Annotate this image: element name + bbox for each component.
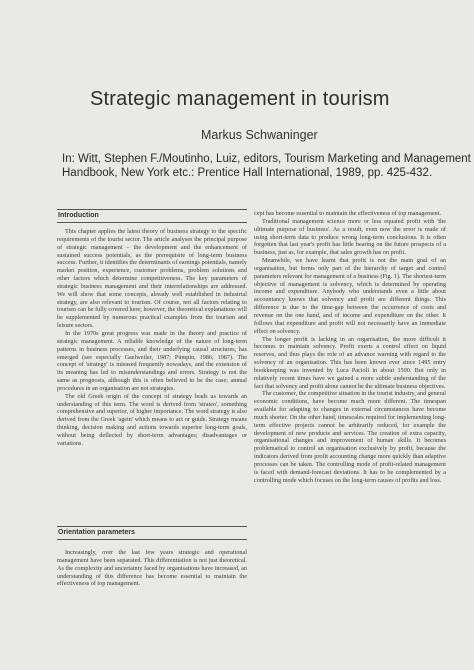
paragraph: In the 1970s great progress was made in the theory and practice of strategic management. A reliable knowledge of the nature of long-term patterns in business processes, and their underlying causal structures, has emerged (see especially Gaelweiler, 1987; Pümpin, 1986; 1987). The concept of 'strategy' is misused frequently nowadays, and the extension of its meaning has led to misunderstandings and errors. Strategy is not the same as prognosis, although this is often believed to be the case; annual procedures in an organisation are not strategies. (57, 329, 247, 392)
section-rule-top (57, 526, 247, 527)
citation-line: Handbook, New York etc.: Prentice Hall International, 1989, pp. 425-432. (62, 167, 433, 179)
section-rule-bottom (57, 222, 247, 223)
paragraph: cept has become essential to maintain the effectiveness of top management. (254, 210, 441, 217)
citation (62, 152, 471, 180)
paper-title: Strategic management in tourism (90, 88, 390, 110)
section-title-introduction: Introduction (58, 212, 99, 219)
paragraph: Meanwhile, we have learnt that profit is not the main goal of an organisation, but forms only part of the hierarchy of target and control parameters relevant for management of a business (Fig. 1). The shortest-term objective of management is solvency, which is determined by operating income and expenditure. Anybody who understands even a little about accountancy knows that solvency and profit are different things. This difference is due to the time-gap between the occurrence of costs and revenue on the one hand, and of income and expenditure on the other. It follows that expenditure and profit will not necessarily have an immediate effect on solvency. (254, 257, 446, 335)
paragraph: The old Greek origin of the concept of strategy leads us towards an understanding of this term. The word is derived from 'strateo', something comprehensive and superior, of higher importance. The word strategy is also derived from the Greek 'agein' which means to act or guide. Strategy means thinking, decision making and actions towards superior long-term goals, without being deflected by short-term advantages; disadvantages or variations. (57, 392, 247, 447)
section-rule-top (57, 209, 247, 210)
paragraph: This chapter applies the latest theory of business strategy to the specific requirements of the tourist sector. The article analyses the principal purpose of strategic management – the development and the enhancement of sustained success potentials, as the prerequisite of long-term business success. Further, it identifies the determinants of earnings potentials, namely market position, experience, customer problems, problem solutions and other factors which determine competitiveness. The key parameters of strategic business management and their interrelationships are addressed. We will show that some concepts, already well established in industrial strategy, are also relevant to tourism. Of course, not all factors relating to tourism can be fully covered here; however, the theoretical explanations will be supplemented by numerous practical examples from the tourism and leisure sectors. (57, 228, 247, 330)
paragraph: Traditional management science more or less equated profit with 'the ultimate purpose of business'. As a result, even now the error is made of using short-term data to produce wrong long-term conclusions. It is often forgotten that last year's profit has little bearing on the future prospects of a business, just as, for example, that sales growth has on profit. (254, 217, 446, 257)
left-column-introduction (57, 228, 247, 516)
section-rule-bottom (57, 539, 247, 540)
paragraph: The longer profit is lacking in an organisation, the more difficult it becomes to maintain solvency. Profit exerts a control effect on liquid reserves, and thus plays the role of an advance warning with regard to the solvency of an organisation. This has been known ever since 1495 entry bookkeeping was invented by Luca Pacioli in about 1500. But only in relatively recent times have we gained a more subtle understanding of the fact that solvency and profit alone cannot be the ultimate business objectives. (254, 335, 446, 390)
citation-line: In: Witt, Stephen F./Moutinho, Luiz, editors, Tourism Marketing and Management (62, 153, 471, 165)
paragraph: The customer, the competitive situation in the tourist industry, and general economic conditions, have become much more different. The timespan available for adapting to changes in external circumstances have become much shorter. On the other hand, timescales required for implementing long-term effective projects cannot be arbitrarily reduced, for example the development of new products and services. The creation of extra capacity, organisational changes and improvement of human skills. It becomes problematical to control an organisation exclusively by profit, because the indicators derived from profit accounting change more quickly than adaptive processes can be taken. The controlling mode of profit-related management is faced with demand-forecast deviations. It has to be complemented by a controlling mode which focuses on the long-term causes of profits and loss. (254, 390, 446, 484)
paper-author: Markus Schwaninger (201, 128, 318, 142)
section-title-orientation: Orientation parameters (58, 529, 136, 536)
right-column (254, 210, 446, 600)
left-column-orientation (57, 549, 247, 599)
paragraph: Increasingly, over the last few years strategic and operational management have been separated. This differentiation is not just theoretical. As the complexity and uncertainty faced by organisations have increased, an understanding of this difference has become essential to maintain the effectiveness of top management. (57, 549, 247, 588)
